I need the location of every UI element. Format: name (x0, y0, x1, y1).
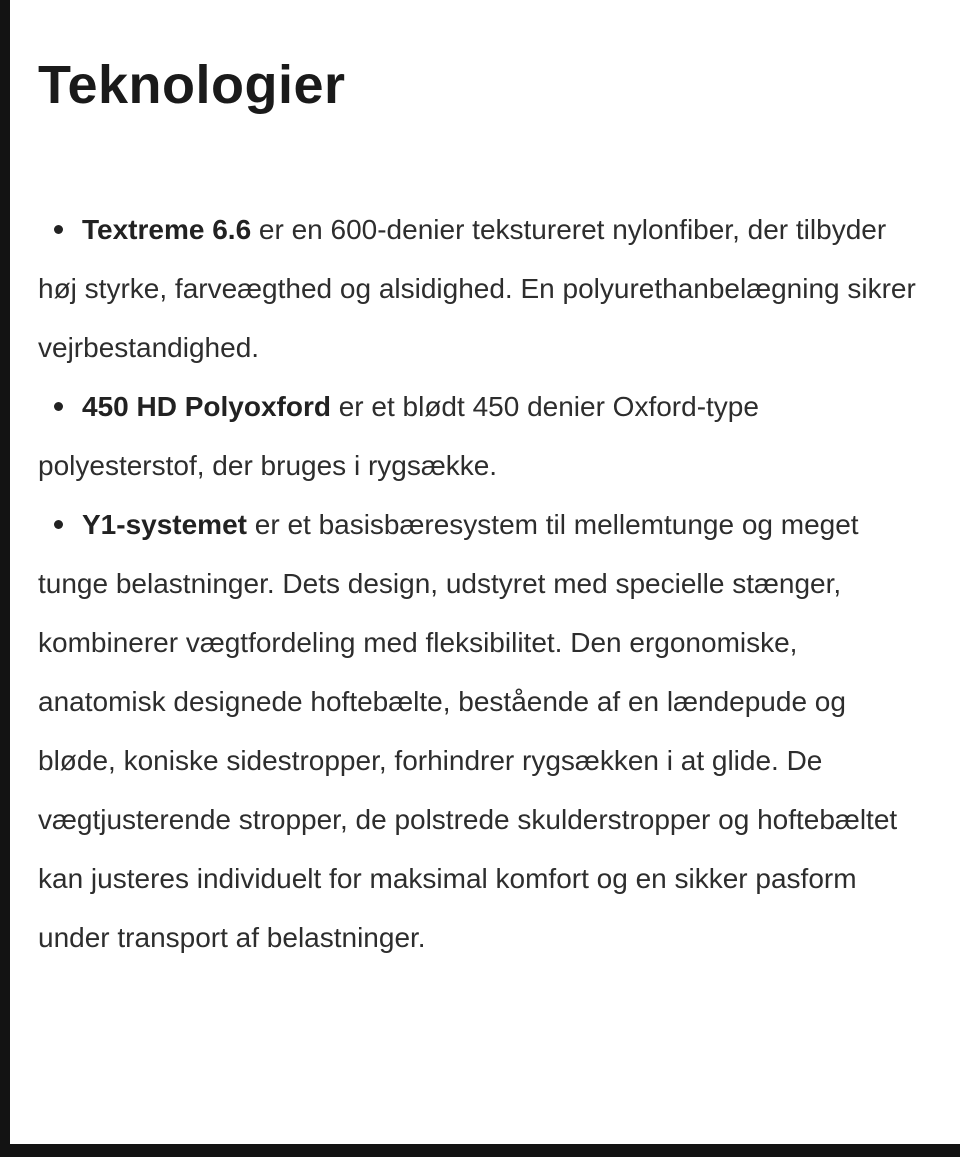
list-item-lead: Textreme 6.6 (82, 214, 252, 245)
content-area (38, 0, 916, 967)
list-item (38, 495, 916, 967)
page-title: Teknologier (38, 55, 346, 115)
bullet-icon (54, 225, 63, 234)
list-item-lead: Y1-systemet (82, 509, 247, 540)
list-item-lead: 450 HD Polyoxford (82, 391, 331, 422)
list-item-text: er et blødt 450 denier Oxford-type polyesterstof, der bruges i rygsække. (38, 391, 759, 481)
list-item-text: er en 600-denier tekstureret nylonfiber, der tilbyder høj styrke, farveægthed og alsidighed. En polyurethanbelægning sikrer vejrbestandighed. (38, 214, 916, 363)
list-item-text: er et basisbæresystem til mellemtunge og meget tunge belastninger. Dets design, udstyret med specielle stænger, kombinerer vægtfordeling med fleksibilitet. Den ergonomiske, anatomisk designede hoftebælte, bestående af en lændepude og bløde, koniske sidestropper, forhindrer rygsækken i at glide. De vægtjusterende stropper, de polstrede skulderstropper og hoftebæltet kan justeres individuelt for maksimal komfort og en sikker pasform under transport af belastninger. (38, 509, 898, 953)
bottom-edge-bar (0, 1144, 960, 1157)
bullet-icon (54, 520, 63, 529)
left-edge-bar (0, 0, 10, 1157)
tech-list (38, 200, 916, 967)
list-item (38, 200, 916, 377)
bullet-icon (54, 402, 63, 411)
list-item (38, 377, 916, 495)
